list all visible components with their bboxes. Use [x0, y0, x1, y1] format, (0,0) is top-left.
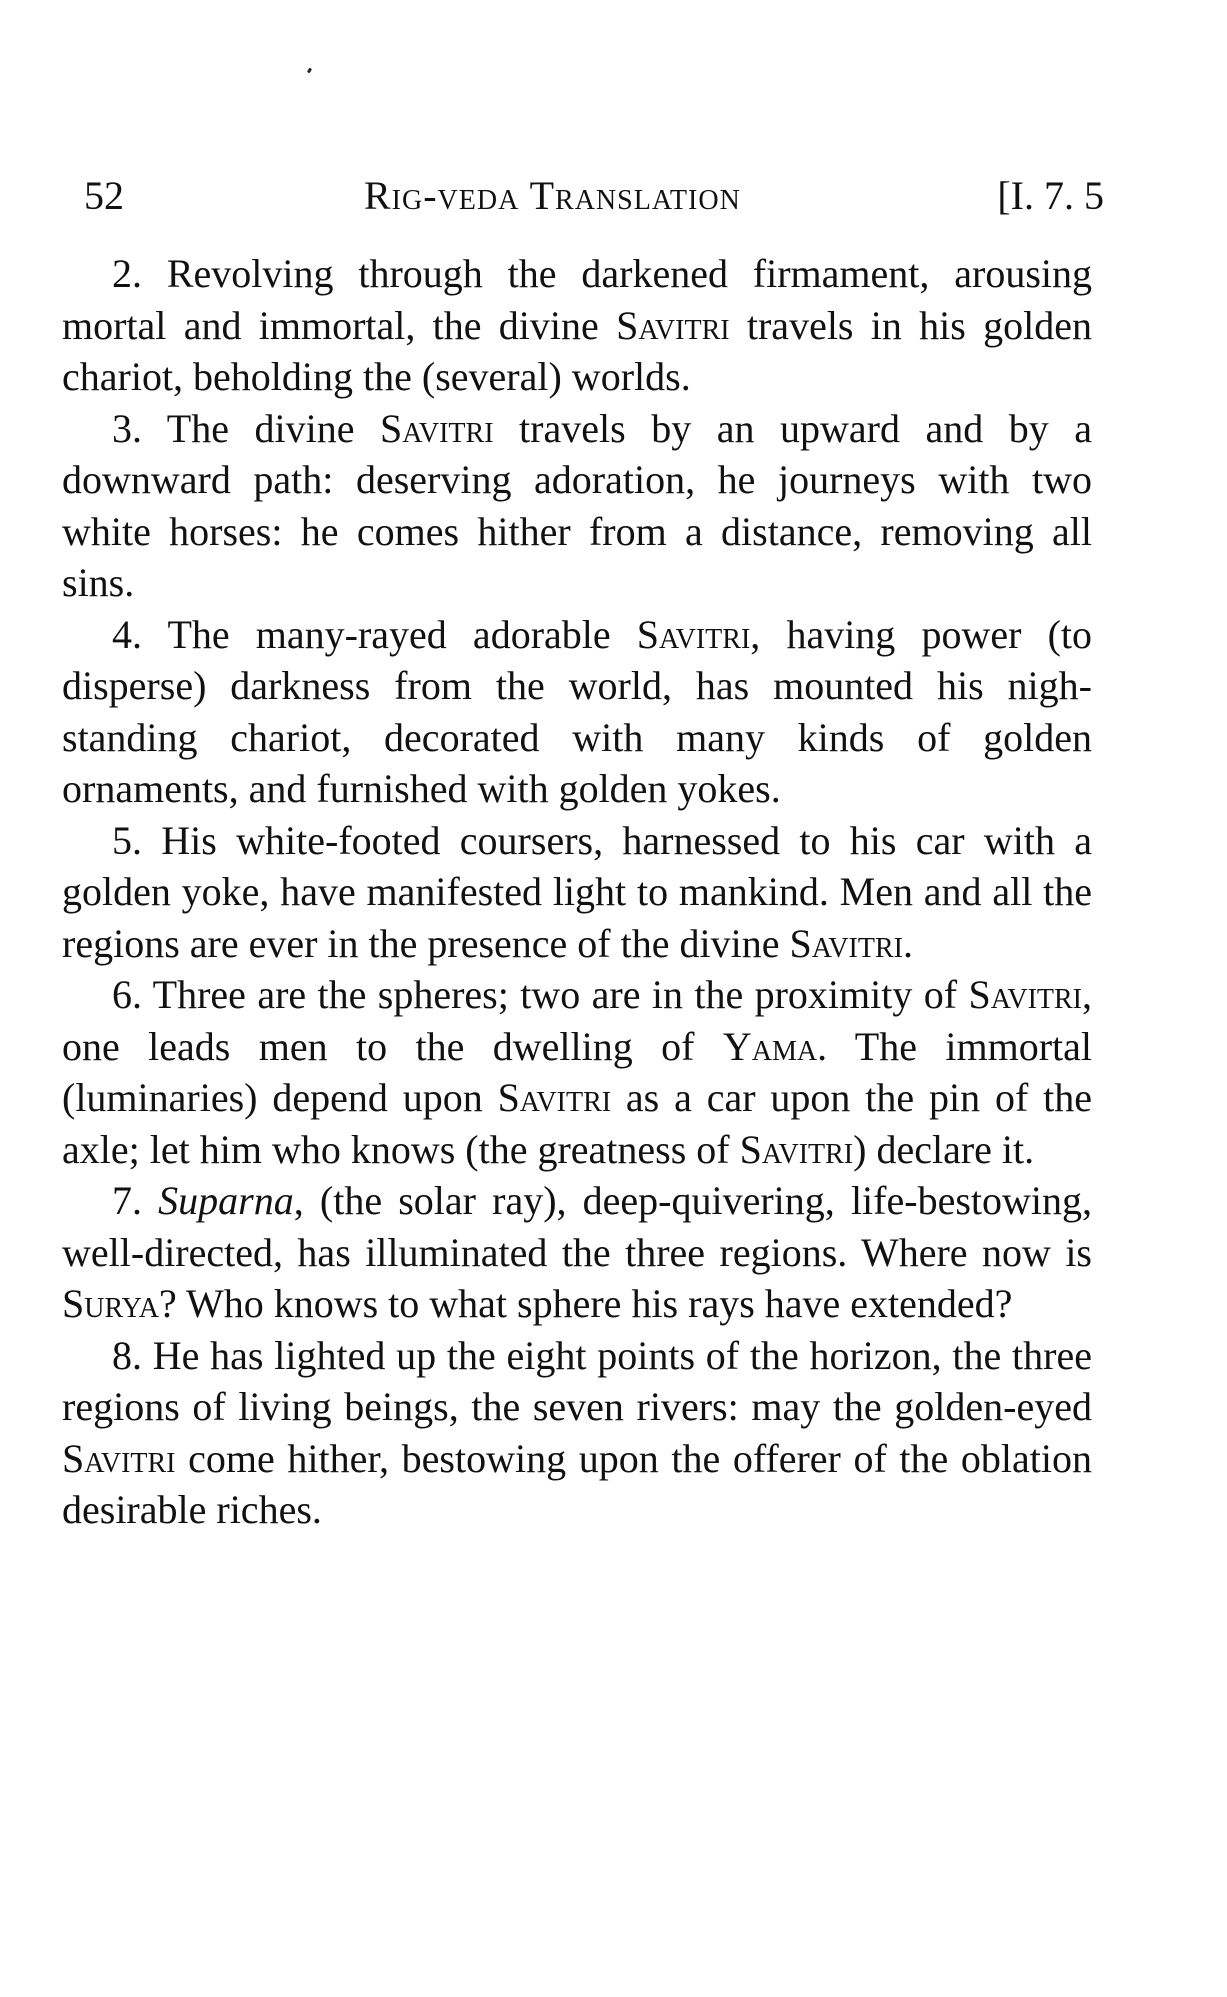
page-title: Rig-veda Translation: [364, 173, 741, 218]
verse: [62, 815, 1092, 970]
verse-number: 7.: [112, 1178, 159, 1223]
verse-text: travels by an upward and by a downward path: deserving adoration, he journeys with two white horses: he comes hither from a distance, removing all sins.: [62, 405, 1093, 605]
verse-text: , (the solar ray), deep-quivering, life-bestowing, well-directed, has illuminated the three regions. Where now is: [62, 1178, 1092, 1275]
verse: [62, 403, 1092, 609]
verse-text: , having power (to disperse) darkness from the world, has mounted his nigh-standing chariot, decorated with many kinds of golden ornaments, and furnished with golden yokes.: [62, 611, 1093, 811]
verse: [62, 1330, 1092, 1536]
verse: [62, 609, 1092, 815]
verse-text: He has lighted up the eight points of the horizon, the three regions of living beings, the seven rivers: may the golden-eyed: [62, 1332, 1092, 1429]
name-small-caps: Savitri: [789, 920, 903, 966]
running-head: [84, 172, 1104, 220]
verse-text: travels in his golden chariot, beholding the (several) worlds.: [62, 302, 1093, 399]
verse-text: .: [902, 920, 913, 966]
verse-text: . The immortal (luminaries) depend upon: [62, 1023, 1093, 1120]
verse-text: Three are the spheres; two are in the proximity of: [152, 972, 969, 1017]
verse-text: Revolving through the darkened firmament, arousing mortal and immortal, the divine: [62, 251, 1093, 348]
name-small-caps: Savitri: [968, 972, 1082, 1017]
name-small-caps: Savitri: [616, 302, 730, 348]
verse-number: 4.: [112, 611, 168, 657]
section-reference: [I. 7. 5: [997, 173, 1104, 218]
name-small-caps: Savitri: [497, 1075, 612, 1120]
verse-text: , one leads men to the dwelling of: [62, 972, 1092, 1069]
page-number: 52: [84, 173, 124, 218]
verse-text: as a car upon the pin of the axle; let him who knows (the greatness of: [62, 1075, 1092, 1172]
name-small-caps: Savitri: [739, 1126, 854, 1172]
verse: [62, 969, 1092, 1175]
name-small-caps: Savitri: [636, 611, 751, 657]
verse-number: 5.: [112, 817, 162, 863]
name-small-caps: Savitri: [62, 1435, 176, 1481]
verse: [62, 248, 1092, 403]
verse-text: The divine: [166, 405, 381, 451]
name-small-caps: Surya: [62, 1281, 159, 1326]
print-speck: [307, 68, 312, 74]
verse-number: 3.: [112, 405, 167, 451]
italic-term: Suparna: [158, 1178, 294, 1223]
verse-text: come hither, bestowing upon the offerer of the oblation desirable riches.: [62, 1435, 1092, 1532]
name-small-caps: Yama: [722, 1023, 818, 1069]
name-small-caps: Savitri: [380, 405, 494, 451]
verse-list: [62, 248, 1092, 1536]
verse-number: 6.: [112, 972, 153, 1017]
verse-text: The many-rayed adorable: [167, 611, 637, 657]
verse-text: ? Who knows to what sphere his rays have extended?: [158, 1281, 1013, 1326]
verse-text: His white-footed coursers, harnessed to his car with a golden yoke, have manifested light to mankind. Men and all the regions are ever in the presence of the divine: [62, 817, 1093, 966]
verse-number: 2.: [112, 251, 167, 296]
verse: [62, 1175, 1092, 1330]
verse-text: ) declare it.: [853, 1126, 1035, 1172]
verse-number: 8.: [112, 1332, 153, 1378]
